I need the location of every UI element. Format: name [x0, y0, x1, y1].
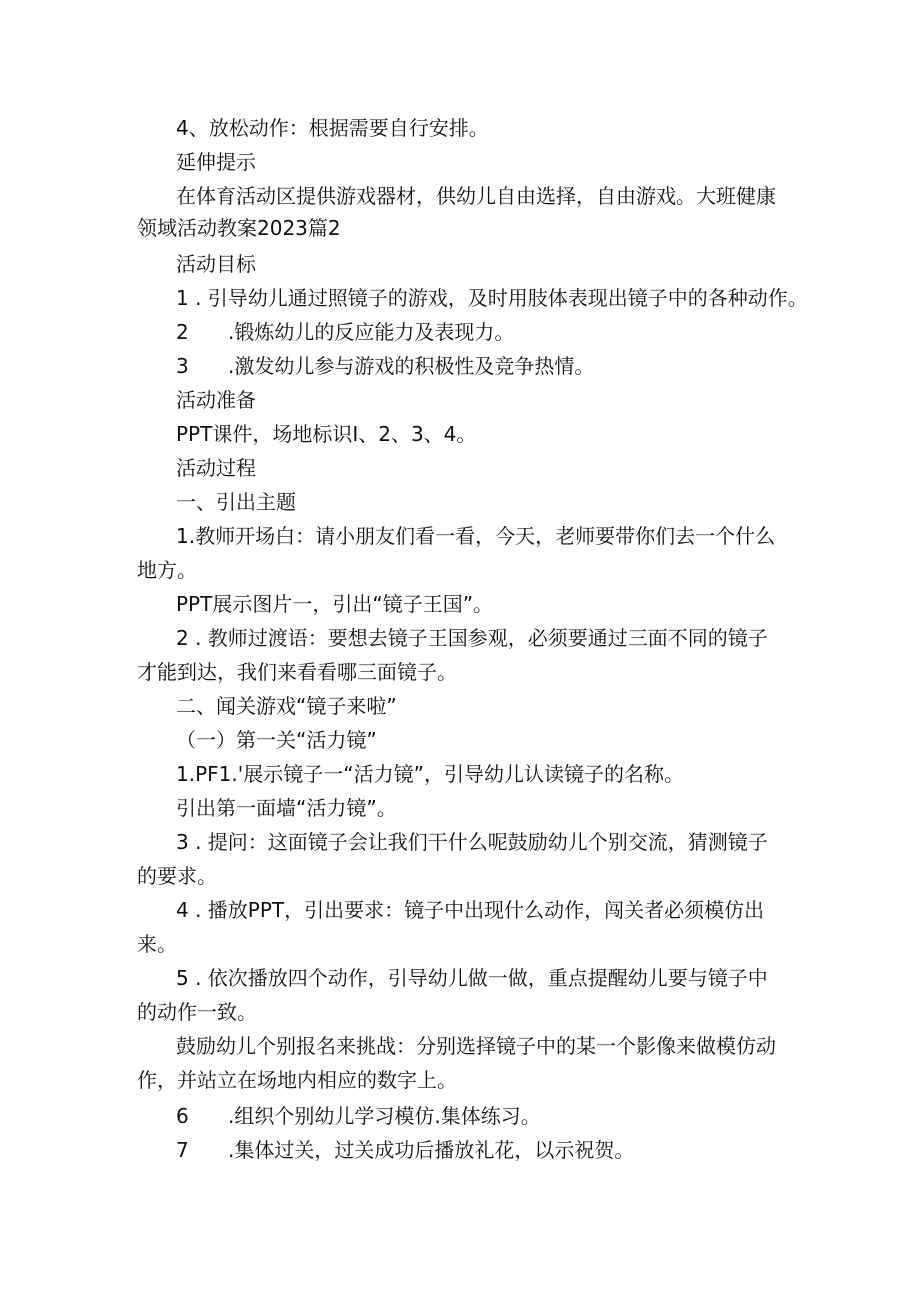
text-line: （一）第一关“活力镜”	[176, 728, 377, 752]
text-line: 一、引出主题	[176, 490, 296, 514]
text-line: 在体育活动区提供游戏器材，供幼儿自由选择，自由游戏。大班健康	[176, 184, 776, 208]
text-line: 作，并站立在场地内相应的数字上。	[137, 1068, 457, 1092]
text-line: 4 . 播放PPT，引出要求：镜子中出现什么动作，闯关者必须模仿出	[176, 898, 765, 922]
text-line: .锻炼幼儿的反应能力及表现力。	[228, 320, 515, 344]
text-line: 5 . 依次播放四个动作，引导幼儿做一做，重点提醒幼儿要与镜子中	[176, 966, 768, 990]
text-line: 1.教师开场白：请小朋友们看一看，今天，老师要带你们去一个什么	[176, 524, 776, 548]
text-line: .组织个别幼儿学习模仿.集体练习。	[228, 1104, 541, 1128]
text-line: 来。	[137, 932, 177, 956]
list-number: 3	[176, 354, 189, 378]
section-heading: 活动过程	[176, 456, 256, 480]
text-line: .集体过关，过关成功后播放礼花，以示祝贺。	[228, 1138, 635, 1162]
text-line: 地方。	[137, 558, 197, 582]
text-line: PPT展示图片一，引出“镜子王国”。	[176, 592, 494, 616]
text-line: 1 . 引导幼儿通过照镜子的游戏，及时用肢体表现出镜子中的各种动作。	[176, 286, 808, 310]
text-line: 的要求。	[137, 864, 217, 888]
text-line: 领域活动教案2023篇2	[137, 216, 341, 240]
text-line: 鼓励幼儿个别报名来挑战：分别选择镜子中的某一个影像来做模仿动	[176, 1034, 776, 1058]
text-line: PPT课件，场地标识I、2、3、4。	[176, 422, 477, 446]
list-number: 6	[176, 1104, 189, 1128]
list-number: 7	[176, 1138, 189, 1162]
text-line: 才能到达，我们来看看哪三面镜子。	[137, 660, 457, 684]
text-line: 1.PF1.'展示镜子一“活力镜”，引导幼儿认读镜子的名称。	[176, 762, 684, 786]
section-heading: 活动目标	[176, 252, 256, 276]
text-line: 引出第一面墙“活力镜”。	[176, 796, 397, 820]
text-line: .激发幼儿参与游戏的积极性及竞争热情。	[228, 354, 595, 378]
text-line: 二、闻关游戏“镜子来啦”	[176, 694, 397, 718]
text-line: 3 . 提问：这面镜子会让我们干什么呢鼓励幼儿个别交流，猜测镜子	[176, 830, 768, 854]
section-heading: 延伸提示	[176, 150, 256, 174]
list-number: 2	[176, 320, 189, 344]
text-line: 2 . 教师过渡语：要想去镜子王国参观，必须要通过三面不同的镜子	[176, 626, 768, 650]
text-line: 的动作一致。	[137, 1000, 257, 1024]
text-line: 4、放松动作：根据需要自行安排。	[176, 116, 489, 140]
section-heading: 活动准备	[176, 388, 256, 412]
